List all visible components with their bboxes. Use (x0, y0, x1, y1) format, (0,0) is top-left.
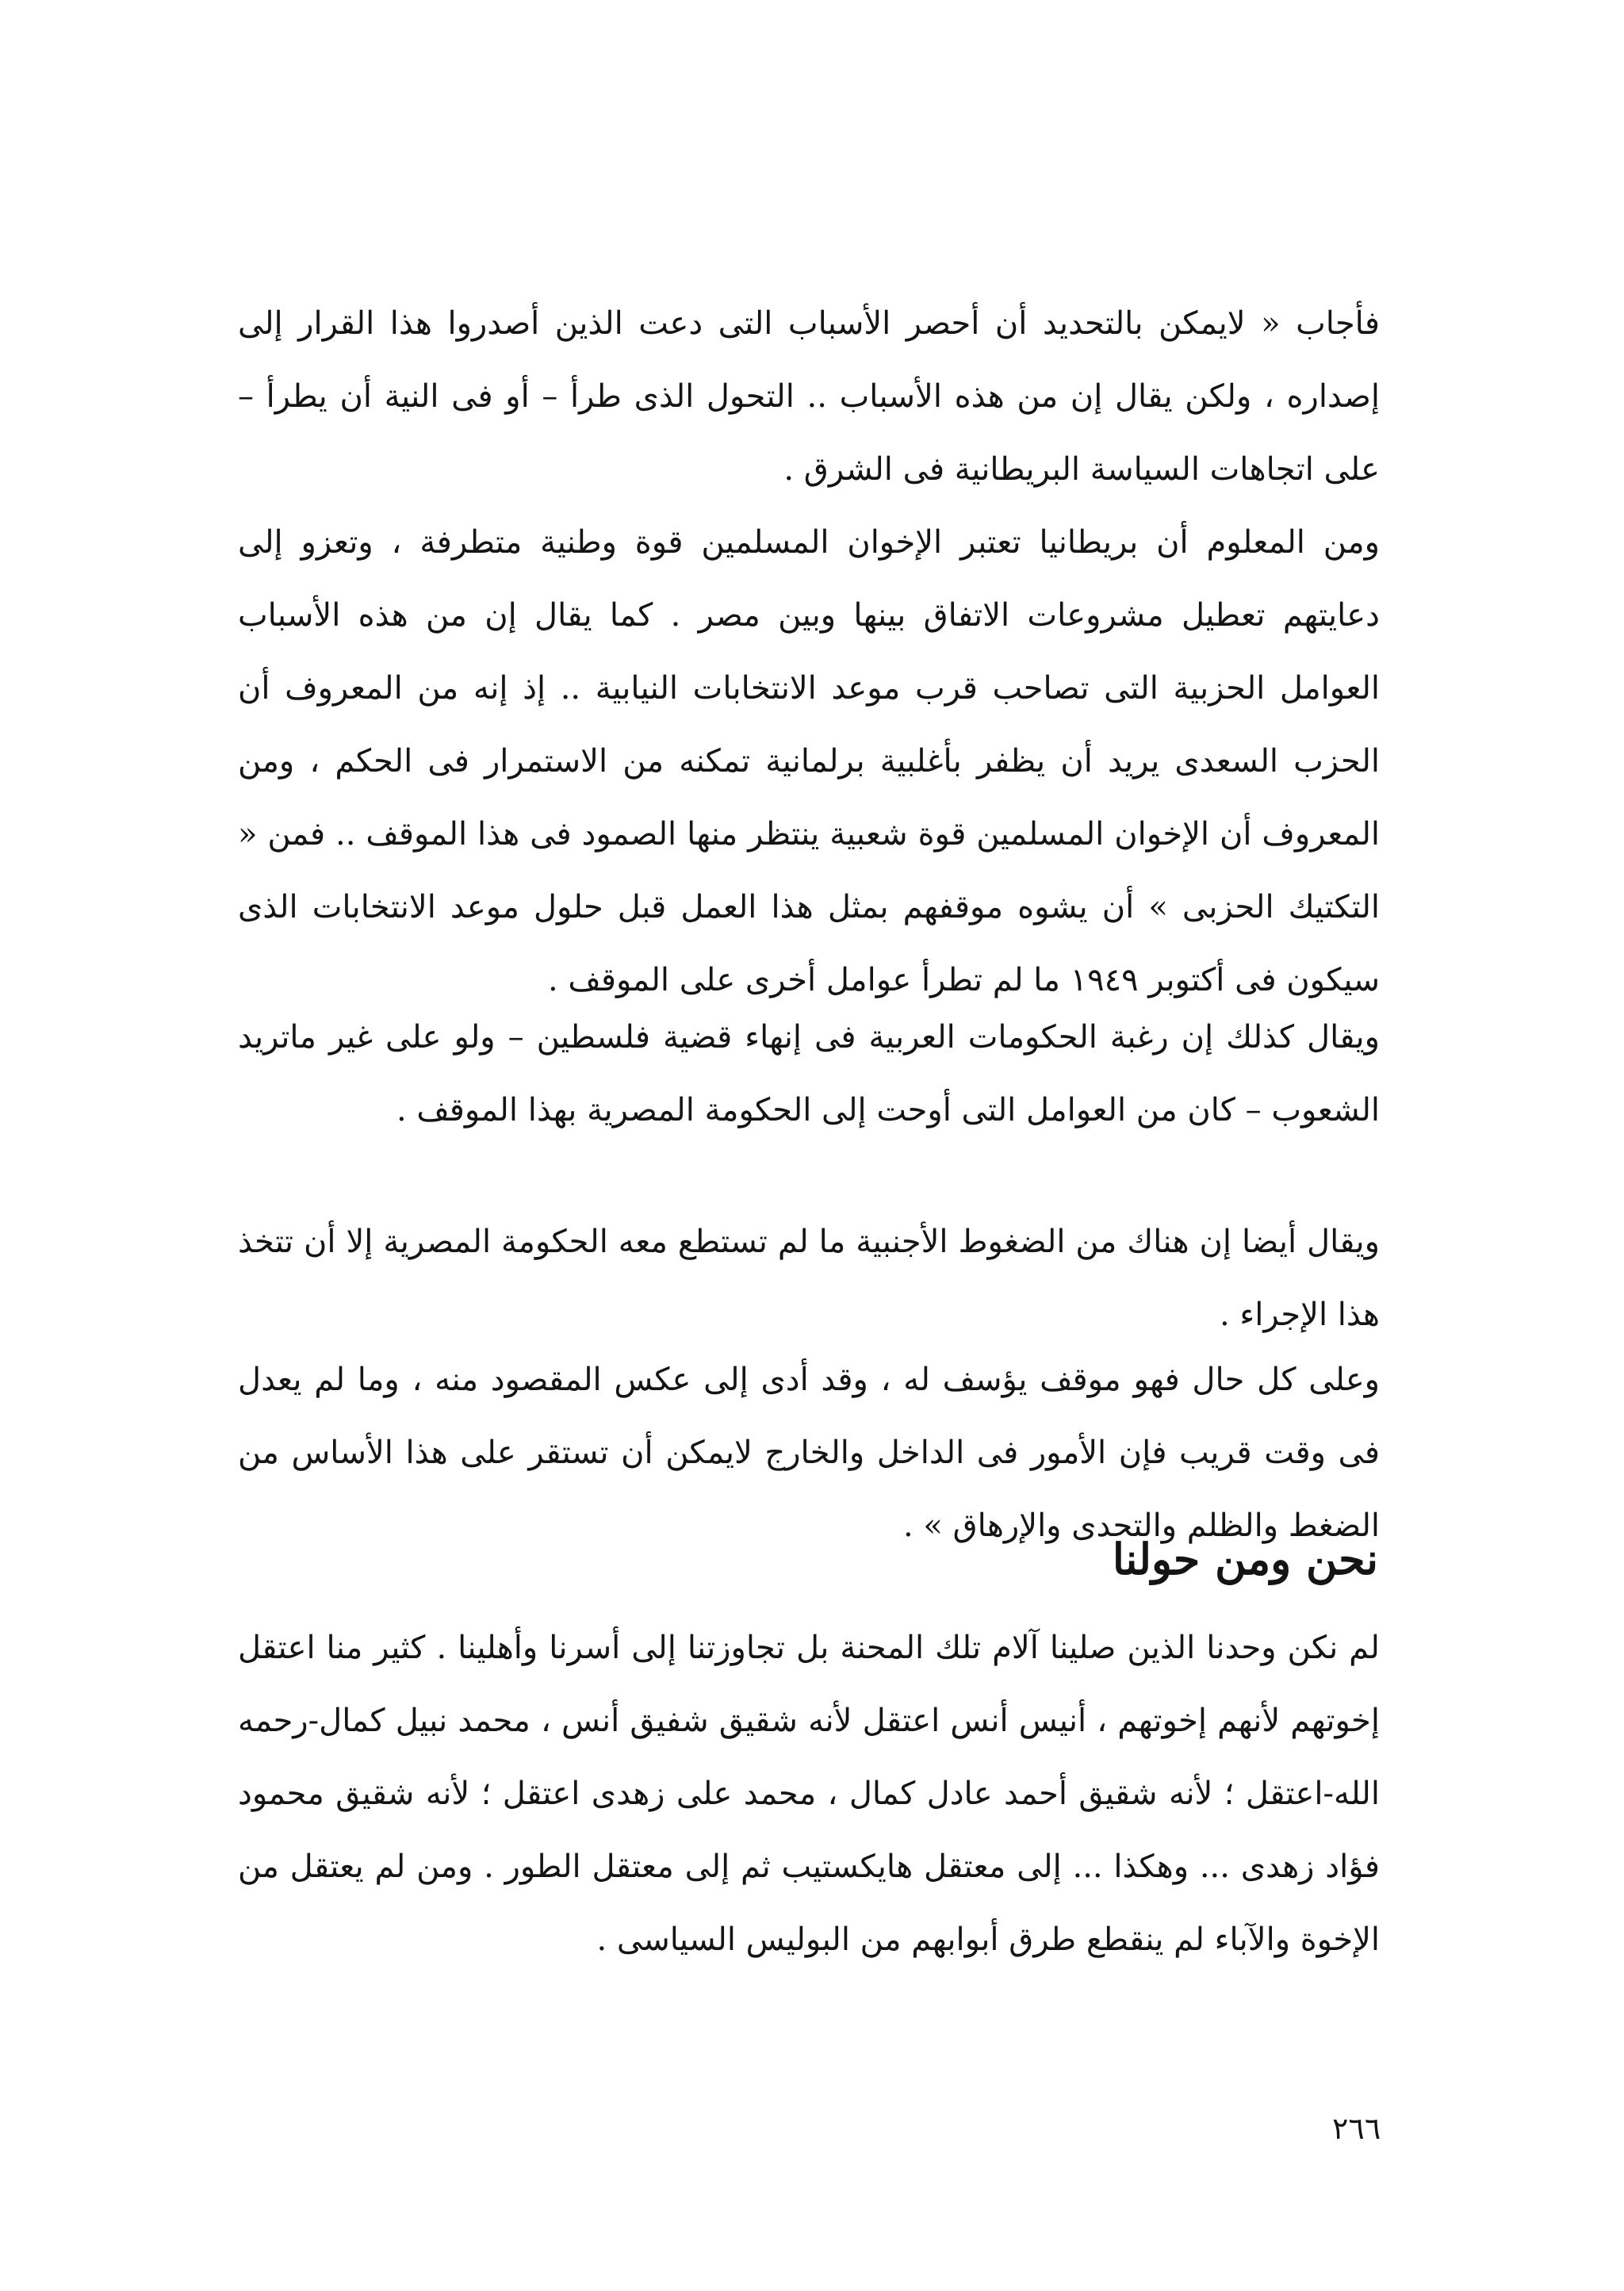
paragraph-2: ومن المعلوم أن بريطانيا تعتبر الإخوان المسلمين قوة وطنية متطرفة ، وتعزو إلى دعايتهم تعطيل مشروعات الاتفاق بينها وبين مصر . كما يقال إن من هذه الأسباب العوامل الحزبية التى تصاحب قرب موعد الانتخابات النيابية .. إذ إنه من المعروف أن الحزب السعدى يريد أن يظفر بأغلبية برلمانية تمكنه من الاستمرار فى الحكم ، ومن المعروف أن الإخوان المسلمين قوة شعبية ينتظر منها الصمود فى هذا الموقف .. فمن « التكتيك الحزبى » أن يشوه موقفهم بمثل هذا العمل قبل حلول موعد الانتخابات الذى سيكون فى أكتوبر ١٩٤٩ ما لم تطرأ عوامل أخرى على الموقف . (238, 524, 1380, 998)
section-heading: نحن ومن حولنا (1112, 1534, 1378, 1584)
paragraph-5: وعلى كل حال فهو موقف يؤسف له ، وقد أدى إلى عكس المقصود منه ، وما لم يعدل فى وقت قريب فإن الأمور فى الداخل والخارج لايمكن أن تستقر على هذا الأساس من الضغط والظلم والتحدى والإرهاق » . (238, 1362, 1380, 1544)
paragraph-1: فأجاب « لايمكن بالتحديد أن أحصر الأسباب التى دعت الذين أصدروا هذا القرار إلى إصداره ، ولكن يقال إن من هذه الأسباب .. التحول الذى طرأ – أو فى النية أن يطرأ – على اتجاهات السياسة البريطانية فى الشرق . (238, 305, 1381, 488)
page-number: ٢٦٦ (1332, 2111, 1381, 2146)
paragraph-4: ويقال أيضا إن هناك من الضغوط الأجنبية ما لم تستطع معه الحكومة المصرية إلا أن تتخذ هذا الإجراء . (238, 1224, 1380, 1333)
paragraph-6: لم نكن وحدنا الذين صلينا آلام تلك المحنة بل تجاوزتنا إلى أسرنا وأهلينا . كثير منا اعتقل إخوتهم لأنهم إخوتهم ، أنيس أنس اعتقل لأنه شقيق شفيق أنس ، محمد نبيل كمال-رحمه الله-اعتقل ؛ لأنه شقيق أحمد عادل كمال ، محمد على زهدى اعتقل ؛ لأنه شقيق محمود فؤاد زهدى ... وهكذا ... إلى معتقل هايكستيب ثم إلى معتقل الطور . ومن لم يعتقل من الإخوة والآباء لم ينقطع طرق أبوابهم من البوليس السياسى . (238, 1630, 1380, 1958)
paragraph-3: ويقال كذلك إن رغبة الحكومات العربية فى إنهاء قضية فلسطين – ولو على غير ماتريد الشعوب – كان من العوامل التى أوحت إلى الحكومة المصرية بهذا الموقف . (238, 1019, 1380, 1128)
